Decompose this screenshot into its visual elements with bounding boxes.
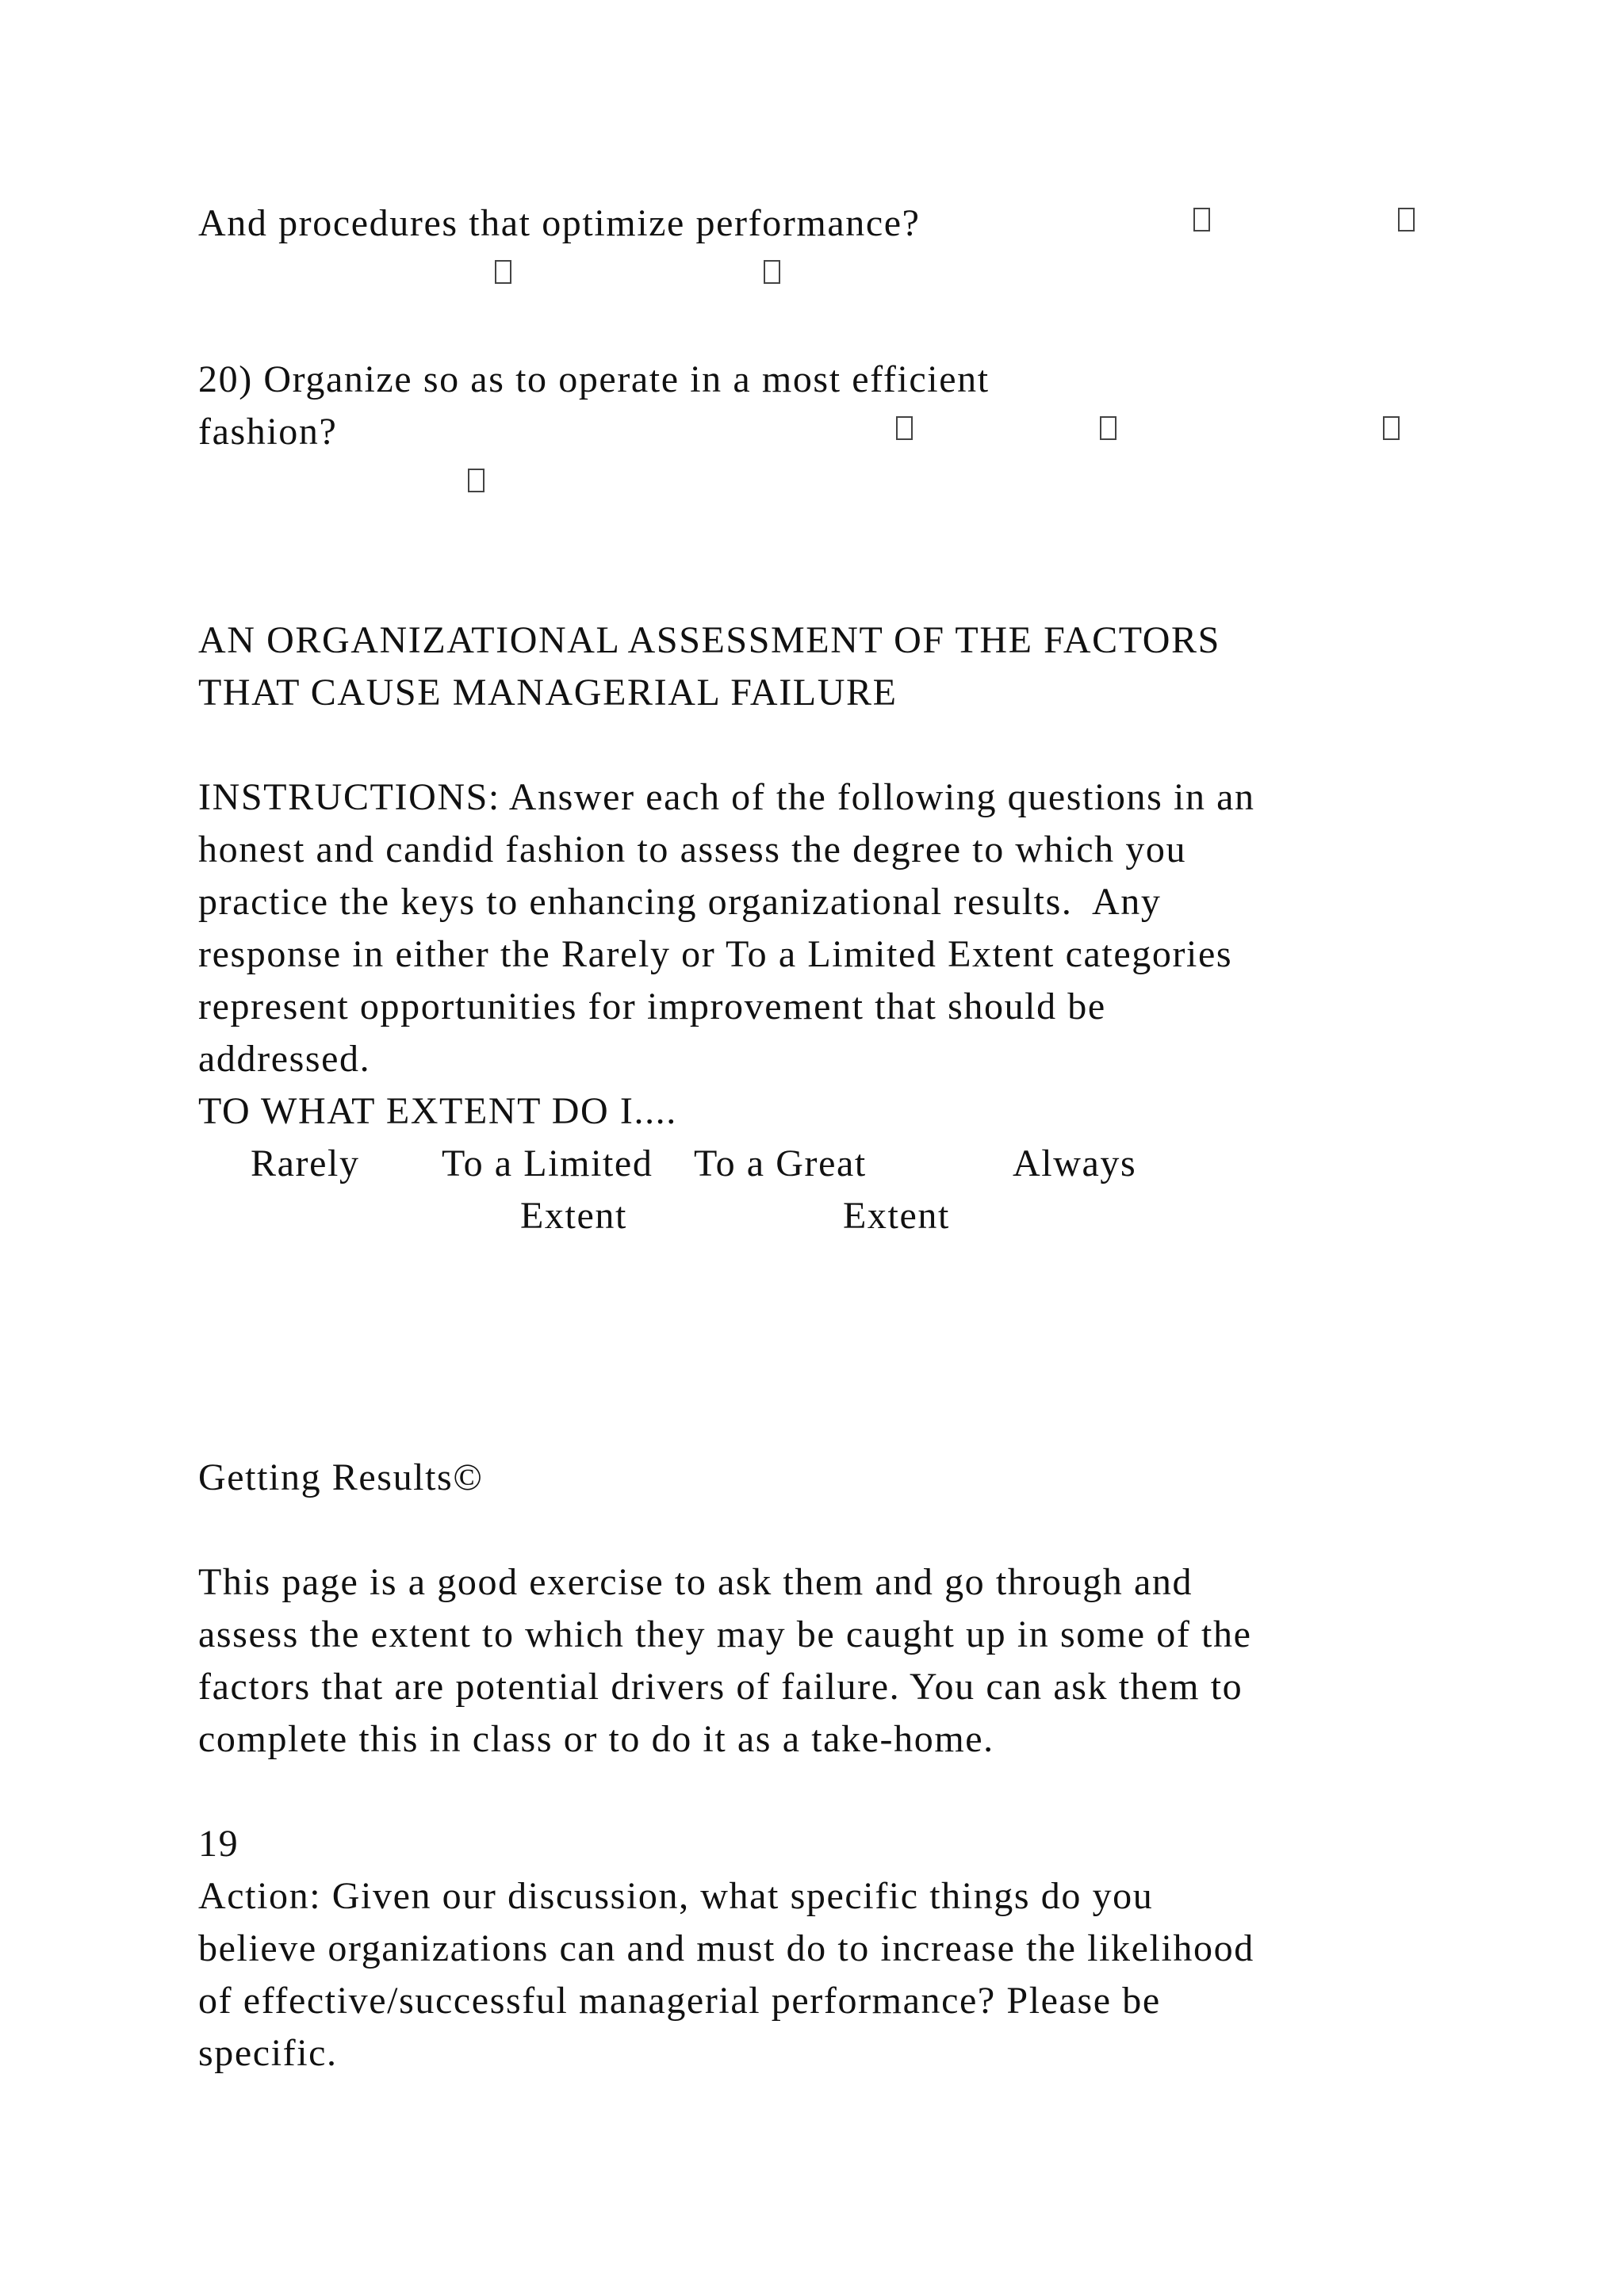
page-number: 19 bbox=[198, 1823, 239, 1865]
action-line: of effective/successful managerial performance? Please be bbox=[198, 1980, 1161, 2022]
scale-label-rarely: Rarely bbox=[251, 1142, 360, 1184]
instructions-line: practice the keys to enhancing organizational results. Any bbox=[198, 881, 1162, 923]
scale-label-great-extent: Extent bbox=[843, 1195, 950, 1237]
extent-prompt: TO WHAT EXTENT DO I.... bbox=[198, 1090, 677, 1132]
instructions-line: response in either the Rarely or To a Limited Extent categories bbox=[198, 933, 1233, 975]
item-19-continuation-text: And procedures that optimize performance? bbox=[198, 202, 921, 244]
scale-label-always: Always bbox=[1013, 1142, 1137, 1184]
action-line: specific. bbox=[198, 2032, 338, 2074]
instructions-line: addressed. bbox=[198, 1038, 371, 1080]
action-line: Action: Given our discussion, what specific things do you bbox=[198, 1875, 1154, 1917]
checkbox-great-19[interactable] bbox=[495, 260, 511, 284]
note-line: assess the extent to which they may be caught up in some of the bbox=[198, 1613, 1252, 1655]
checkbox-always-19[interactable] bbox=[764, 260, 780, 284]
scale-label-great: To a Great bbox=[694, 1142, 867, 1184]
instructions-line: INSTRUCTIONS: Answer each of the following questions in an bbox=[198, 776, 1255, 818]
action-line: believe organizations can and must do to increase the likelihood bbox=[198, 1927, 1254, 1969]
scale-label-limited: To a Limited bbox=[442, 1142, 653, 1184]
note-line: complete this in class or to do it as a take-home. bbox=[198, 1718, 994, 1760]
assessment-title-line2: THAT CAUSE MANAGERIAL FAILURE bbox=[198, 672, 898, 714]
note-line: factors that are potential drivers of failure. You can ask them to bbox=[198, 1666, 1243, 1708]
checkbox-rarely-20[interactable] bbox=[896, 416, 913, 440]
item-20-text-line2: fashion? bbox=[198, 411, 338, 453]
note-line: This page is a good exercise to ask them and go through and bbox=[198, 1561, 1193, 1603]
getting-results-title: Getting Results© bbox=[198, 1456, 484, 1498]
checkbox-rarely-19[interactable] bbox=[1193, 208, 1210, 232]
checkbox-limited-20[interactable] bbox=[1100, 416, 1116, 440]
assessment-title-line1: AN ORGANIZATIONAL ASSESSMENT OF THE FACTORS bbox=[198, 619, 1220, 661]
checkbox-limited-19[interactable] bbox=[1398, 208, 1415, 232]
item-20-text-line1: 20) Organize so as to operate in a most efficient bbox=[198, 358, 990, 400]
checkbox-always-20[interactable] bbox=[468, 469, 485, 492]
checkbox-great-20[interactable] bbox=[1383, 416, 1400, 440]
instructions-line: represent opportunities for improvement that should be bbox=[198, 985, 1106, 1027]
instructions-line: honest and candid fashion to assess the degree to which you bbox=[198, 828, 1187, 871]
scale-label-limited-extent: Extent bbox=[520, 1195, 627, 1237]
